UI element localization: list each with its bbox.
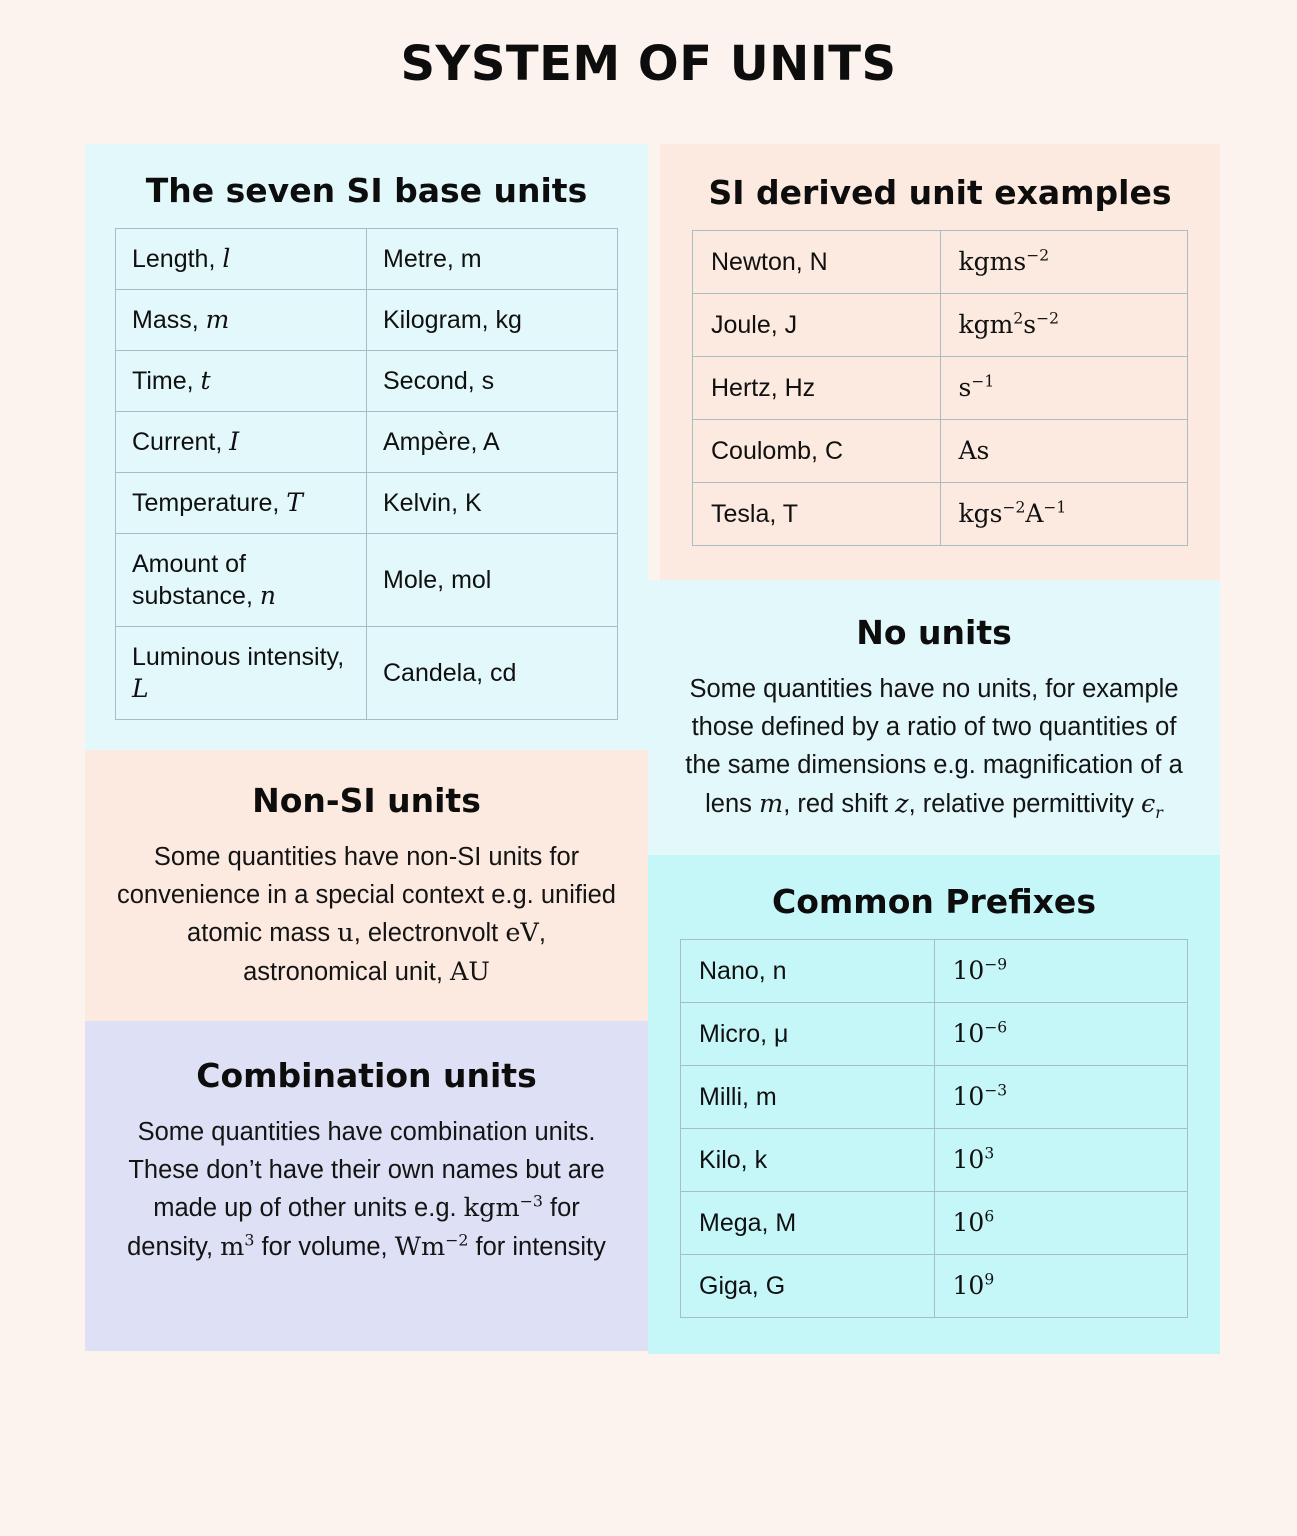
table-row: [681, 1128, 1188, 1191]
combination-text-part-4: for intensity: [468, 1232, 606, 1261]
derived-unit-cell: Hertz, Hz: [693, 356, 941, 419]
base-quantity-symbol: l: [222, 243, 231, 273]
no-units-text-part-3: , relative permittivity: [908, 789, 1141, 818]
table-row: [116, 289, 618, 350]
base-quantity-label: Length,: [132, 244, 216, 273]
derived-formula: $kgm^2s^{-2}$: [958, 309, 1059, 339]
combination-text-part-3: for volume,: [254, 1232, 395, 1261]
derived-unit-cell: Newton, N: [693, 230, 941, 293]
base-unit-cell: Mole, mol: [367, 533, 618, 626]
table-row: [116, 533, 618, 626]
table-row: [116, 228, 618, 289]
table-row: [681, 1002, 1188, 1065]
base-unit-cell: Second, s: [367, 350, 618, 411]
derived-formula: As: [958, 435, 990, 465]
prefix-power-cell: [934, 1065, 1188, 1128]
panel-si-base-units: [85, 144, 648, 750]
prefix-name-cell: Giga, G: [681, 1254, 935, 1317]
derived-formula: $s^{-1}$: [958, 372, 995, 402]
non-si-text-part-1: Some quantities have non-SI units for convenience in a special context e.g. unified atomic mass: [117, 842, 616, 948]
combination-text-part-1: Some quantities have combination units. These don’t have their own names but are made up of other units e.g.: [128, 1117, 605, 1223]
panel-combination-units: [85, 1021, 648, 1351]
no-units-text-part-1: Some quantities have no units, for example those defined by a ratio of two quantities of the same dimensions e.g. magnification of a lens: [685, 674, 1183, 818]
no-units-symbol-z: z: [895, 788, 909, 819]
combination-units-heading: Combination units: [196, 1055, 537, 1095]
base-quantity-cell: [116, 626, 367, 719]
prefix-power-cell: [934, 1254, 1188, 1317]
prefix-power: $10^3$: [952, 1144, 995, 1174]
no-units-text-part-2: , red shift: [783, 789, 896, 818]
table-row: [693, 293, 1188, 356]
base-quantity-cell: [116, 411, 367, 472]
prefix-power: $10^6$: [952, 1207, 995, 1237]
derived-unit-cell: Tesla, T: [693, 482, 941, 545]
derived-unit-cell: Coulomb, C: [693, 419, 941, 482]
table-row: [681, 1065, 1188, 1128]
base-quantity-cell: [116, 228, 367, 289]
combination-formula-density: kgm$^{-3}$: [463, 1191, 543, 1224]
base-unit-cell: Candela, cd: [367, 626, 618, 719]
base-quantity-label: Temperature,: [132, 488, 280, 517]
table-row: [693, 419, 1188, 482]
no-units-text: [674, 670, 1194, 823]
si-base-units-table: [115, 228, 618, 720]
content-board: [85, 144, 1220, 1494]
prefix-name-cell: Kilo, k: [681, 1128, 935, 1191]
base-unit-cell: Ampère, A: [367, 411, 618, 472]
table-row: [116, 350, 618, 411]
non-si-text-part-2: , electronvolt: [353, 919, 506, 948]
base-unit-cell: Metre, m: [367, 228, 618, 289]
base-quantity-cell: [116, 350, 367, 411]
prefix-power: $10^{-3}$: [952, 1081, 1008, 1111]
base-quantity-label: Amount of substance,: [132, 549, 253, 610]
prefix-power-cell: [934, 1128, 1188, 1191]
si-derived-units-heading: SI derived unit examples: [708, 173, 1172, 212]
non-si-units-text: [111, 838, 622, 991]
base-quantity-symbol: t: [200, 365, 211, 395]
table-row: [116, 411, 618, 472]
panel-non-si-units: [85, 750, 648, 1021]
prefix-power-cell: [934, 939, 1188, 1002]
no-units-symbol-m: m: [759, 788, 784, 819]
prefix-power: $10^9$: [952, 1270, 995, 1300]
base-quantity-symbol: T: [286, 487, 303, 517]
no-units-heading: No units: [856, 612, 1012, 652]
combination-text-part-2: for density,: [127, 1194, 580, 1261]
table-row: [693, 356, 1188, 419]
table-row: [681, 939, 1188, 1002]
panel-no-units: [648, 580, 1220, 855]
base-quantity-cell: [116, 533, 367, 626]
derived-formula: $kgs^{-2}A^{-1}$: [958, 498, 1067, 528]
base-quantity-label: Luminous intensity,: [132, 642, 345, 671]
common-prefixes-table: [680, 939, 1188, 1318]
base-quantity-cell: [116, 289, 367, 350]
non-si-text-part-3: , astronomical unit,: [243, 919, 546, 986]
table-row: [116, 472, 618, 533]
table-row: [681, 1254, 1188, 1317]
common-prefixes-heading: Common Prefixes: [772, 881, 1096, 921]
combination-units-text: [111, 1113, 622, 1266]
combination-formula-volume: $m^3$: [220, 1230, 255, 1262]
prefix-power-cell: [934, 1191, 1188, 1254]
base-quantity-label: Current,: [132, 427, 223, 456]
no-units-symbol-epsilon: $\epsilon_r$: [1141, 788, 1163, 822]
prefix-name-cell: Mega, M: [681, 1191, 935, 1254]
non-si-symbol-au: AU: [450, 956, 490, 987]
base-quantity-symbol: I: [229, 426, 240, 456]
page-title: SYSTEM OF UNITS: [400, 36, 897, 92]
right-column: [648, 144, 1220, 1354]
table-row: [681, 1191, 1188, 1254]
non-si-symbol-u: u: [337, 918, 354, 949]
table-row: [693, 482, 1188, 545]
base-unit-cell: Kilogram, kg: [367, 289, 618, 350]
left-column: [85, 144, 648, 1351]
base-quantity-symbol: m: [205, 304, 230, 334]
non-si-symbol-ev: eV: [505, 918, 539, 949]
si-derived-units-table: [692, 230, 1188, 546]
prefix-power: $10^{-9}$: [952, 955, 1008, 985]
prefix-name-cell: Micro, μ: [681, 1002, 935, 1065]
derived-formula-cell: [940, 230, 1188, 293]
base-quantity-label: Time,: [132, 366, 194, 395]
derived-formula: kgms$^{-2}$: [958, 246, 1050, 276]
derived-formula-cell: [940, 419, 1188, 482]
combination-formula-intensity: $Wm^{-2}$: [394, 1230, 469, 1262]
table-row: [693, 230, 1188, 293]
prefix-name-cell: Nano, n: [681, 939, 935, 1002]
base-quantity-symbol: n: [259, 580, 276, 610]
derived-formula-cell: [940, 482, 1188, 545]
derived-formula-cell: [940, 356, 1188, 419]
base-quantity-cell: [116, 472, 367, 533]
derived-formula-cell: [940, 293, 1188, 356]
base-unit-cell: Kelvin, K: [367, 472, 618, 533]
prefix-power-cell: [934, 1002, 1188, 1065]
base-quantity-symbol: L: [132, 673, 149, 703]
base-quantity-label: Mass,: [132, 305, 199, 334]
panel-si-derived-units: [660, 144, 1220, 580]
table-row: [116, 626, 618, 719]
derived-unit-cell: Joule, J: [693, 293, 941, 356]
non-si-units-heading: Non-SI units: [252, 780, 481, 820]
si-base-units-heading: The seven SI base units: [145, 171, 588, 210]
prefix-power: $10^{-6}$: [952, 1018, 1008, 1048]
panel-common-prefixes: [648, 855, 1220, 1354]
prefix-name-cell: Milli, m: [681, 1065, 935, 1128]
